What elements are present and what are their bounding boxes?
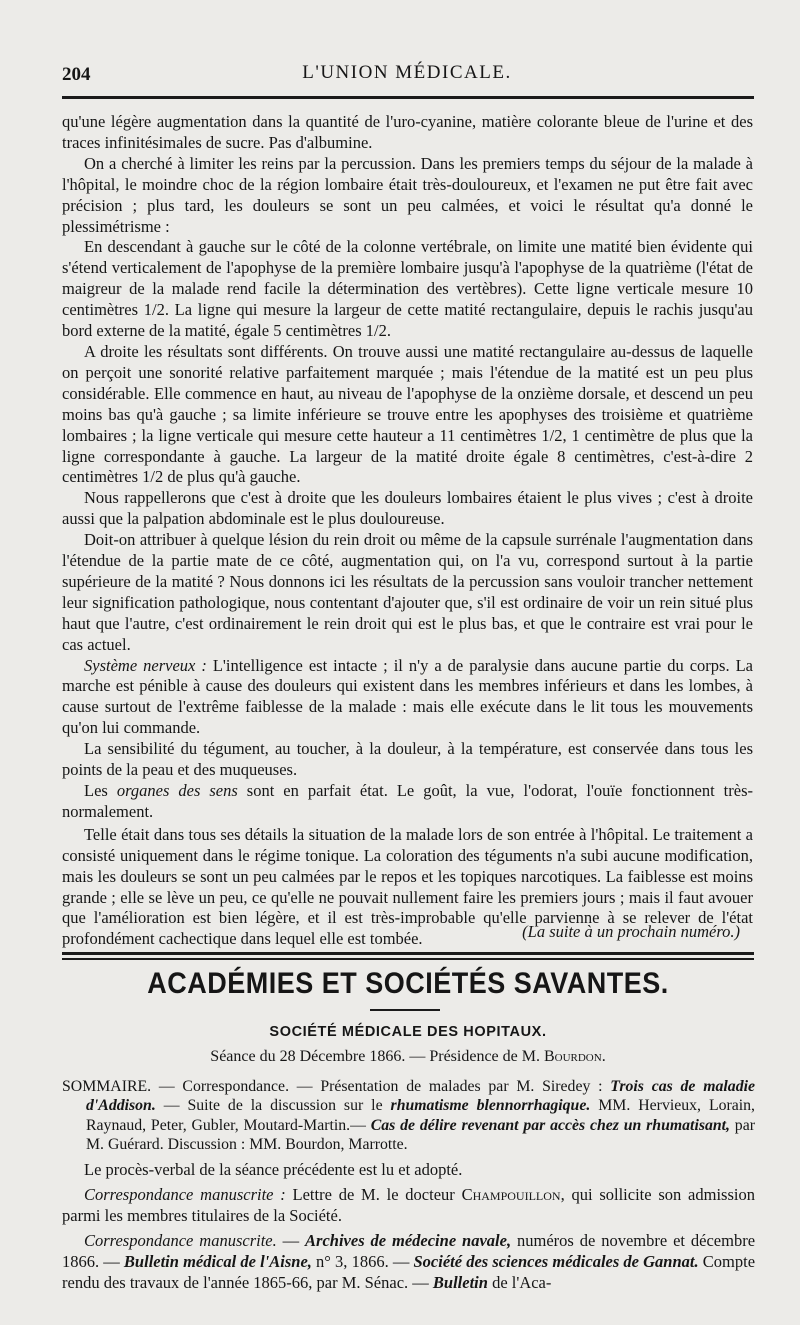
minutes-paragraph: Le procès-verbal de la séance précédente est lu et adopté. <box>84 1160 463 1179</box>
title-rule <box>370 1009 440 1011</box>
session-line <box>62 1048 754 1066</box>
correspondence-paragraph <box>62 1185 755 1227</box>
summary <box>62 1077 755 1155</box>
journal-title: L'UNION MÉDICALE. <box>302 62 512 83</box>
paragraph-text: sont en parfait état. Le goût, la vue, l'odorat, l'ouïe fonctionnent très-normalement. <box>62 781 753 821</box>
president-name: Bourdon <box>543 1048 602 1065</box>
article-body <box>62 112 753 950</box>
session-text: . <box>601 1048 606 1065</box>
correspondence-text: , qui sollicite son admission parmi les membres titulaires de la Société. <box>62 1184 755 1225</box>
nervous-system-label: Système nerveux : <box>84 655 207 675</box>
correspondence-text: numéros de novembre et décembre 1866. — <box>62 1230 756 1271</box>
doctor-name: Champouillon <box>461 1184 561 1204</box>
senses-label: organes des sens <box>116 781 238 800</box>
section-rule <box>62 958 754 960</box>
paragraph: qu'une légère augmentation dans la quantité de l'uro-cyanine, matière colorante bleue de l'urine et des traces infinitésimales de sucre. Pas d'albumine. <box>62 112 753 152</box>
summary-text: — Suite de la discussion sur le <box>155 1097 391 1115</box>
correspondence-text: de l'Aca- <box>487 1272 552 1292</box>
summary-topic: Trois cas de maladie d'Addison. <box>86 1078 755 1115</box>
publication-title: Société des sciences médicales de Gannat. <box>413 1251 699 1271</box>
continuation-note: (La suite à un prochain numéro.) <box>522 922 740 941</box>
correspondence-text: Compte rendu des travaux de l'année 1865-66, par M. Sénac. — <box>62 1251 756 1292</box>
correspondence-label: Correspondance manuscrite : <box>84 1184 286 1204</box>
summary-topic: rhumatisme blennorrhagique. <box>390 1097 591 1115</box>
paragraph: On a cherché à limiter les reins par la percussion. Dans les premiers temps du séjour de la malade à l'hôpital, le moindre choc de la région lombaire était très-douloureux, et l'examen ne put être fait avec précision ; plus tard, les douleurs se sont un peu calmées, et voici le résultat qu'a donné le plessimétrisme : <box>62 153 753 236</box>
session-text: Séance du 28 Décembre 1866. — Présidence de M. <box>210 1048 544 1065</box>
header-rule <box>62 96 754 99</box>
summary-text: — Correspondance. — Présentation de malades par M. Siredey : <box>151 1078 611 1095</box>
correspondence-text: Lettre de M. le docteur <box>285 1184 462 1204</box>
minutes-section <box>62 1160 755 1297</box>
paragraph: Nous rappellerons que c'est à droite que les douleurs lombaires étaient le plus vives ; c'est à droite aussi que la palpation abdominale est le plus douloureuse. <box>62 488 753 529</box>
summary-label: SOMMAIRE. <box>62 1078 152 1095</box>
correspondence-text: n° 3, 1866. — <box>311 1251 414 1271</box>
summary-paragraph <box>62 1077 755 1155</box>
paragraph: En descendant à gauche sur le côté de la colonne vertébrale, on limite une matité bien évidente qui s'étend verticalement de l'apophyse de la première lombaire jusqu'à l'apophyse de la quatrième (l'état de maigreur de la malade rend facile la détermination des vertèbres). Cette ligne verticale mesure 10 centimètres 1/2. La ligne qui mesure la largeur de cette matité rectangulaire, depuis le rachis jusqu'au bord externe de la matité, égale 5 centimètres 1/2. <box>62 237 753 341</box>
summary-text: par M. Guérard. Discussion : MM. Bourdon, Marrotte. <box>86 1116 755 1154</box>
publication-title: Archives de médecine navale, <box>305 1230 512 1250</box>
paragraph <box>62 656 753 740</box>
paragraph-text: Les <box>84 781 117 800</box>
society-name: SOCIÉTÉ MÉDICALE DES HOPITAUX. <box>269 1024 547 1040</box>
paragraph: Telle était dans tous ses détails la situation de la malade lors de son entrée à l'hôpital. Le traitement a consisté uniquement dans le régime tonique. La coloration des téguments n'a subi aucune modification, mais les douleurs se sont un peu calmées par le repos et les topiques narcotiques. La faiblesse est moins grande ; elle se lève un peu, ce qu'elle ne pouvait nullement faire les premiers jours ; mais il faut avouer que l'amélioration est bien légère, et il est très-improbable qu'elle parvienne à se relever de l'état profondément cachectique dans lequel elle est tombée. <box>62 824 753 949</box>
summary-topic: Cas de délire revenant par accès chez un rhumatisant, <box>370 1116 730 1134</box>
page-number: 204 <box>62 64 91 85</box>
correspondence-paragraph <box>62 1231 755 1294</box>
paragraph: La sensibilité du tégument, au toucher, à la douleur, à la température, est conservée dans tous les points de la peau et des muqueuses. <box>62 739 753 780</box>
paragraph-text: L'intelligence est intacte ; il n'y a de paralysie dans aucune partie du corps. La marche est pénible à cause des douleurs qui existent dans les membres inférieurs et dans les lombes, à cause surtout de l'extrême faiblesse de la malade : mais elle exécute dans le lit tous les mouvements qu'on lui commande. <box>62 655 753 738</box>
paragraph <box>62 781 753 823</box>
running-head <box>62 60 752 88</box>
correspondence-label: Correspondance manuscrite. <box>84 1230 277 1250</box>
publication-title: Bulletin médical de l'Aisne, <box>123 1251 312 1271</box>
publication-title: Bulletin <box>432 1272 488 1292</box>
section-rule <box>62 952 754 955</box>
section-title: ACADÉMIES ET SOCIÉTÉS SAVANTES. <box>147 966 669 1000</box>
paragraph: Doit-on attribuer à quelque lésion du rein droit ou même de la capsule surrénale l'augmentation dans l'étendue de la partie mate de ce côté, augmentation qui, on l'a vu, correspond surtout à la partie supérieure de la matité ? Nous donnons ici les résultats de la percussion sans vouloir trancher nettement leur signification pathologique, nous contentant d'ajouter que, s'il est ordinaire de voir un rein situé plus haut que l'autre, c'est ordinairement le rein droit qui est le plus bas, et que le contraire est vrai pour le cas actuel. <box>62 530 753 654</box>
correspondence-text: — <box>276 1230 306 1250</box>
summary-text: MM. Hervieux, Lorain, Raynaud, Peter, Gubler, Moutard-Martin.— <box>86 1097 755 1134</box>
paragraph: A droite les résultats sont différents. On trouve aussi une matité rectangulaire au-dessus de laquelle on perçoit une sonorité relative parfaitement marquée ; mais l'étendue de la matité est un peu plus considérable. Elle commence en haut, au niveau de l'apophyse de la onzième dorsale, et descend un peu moins bas qu'à gauche ; sa limite inférieure se trouve entre les apophyses des troisième et quatrième lombaires ; la ligne verticale qui mesure cette hauteur a 11 centimètres 1/2, 1 centimètre de plus que la ligne correspondante à gauche. La largeur de la matité droite égale 8 centimètres, c'est-à-dire 2 centimètres 1/2 de plus qu'à gauche. <box>62 341 753 487</box>
